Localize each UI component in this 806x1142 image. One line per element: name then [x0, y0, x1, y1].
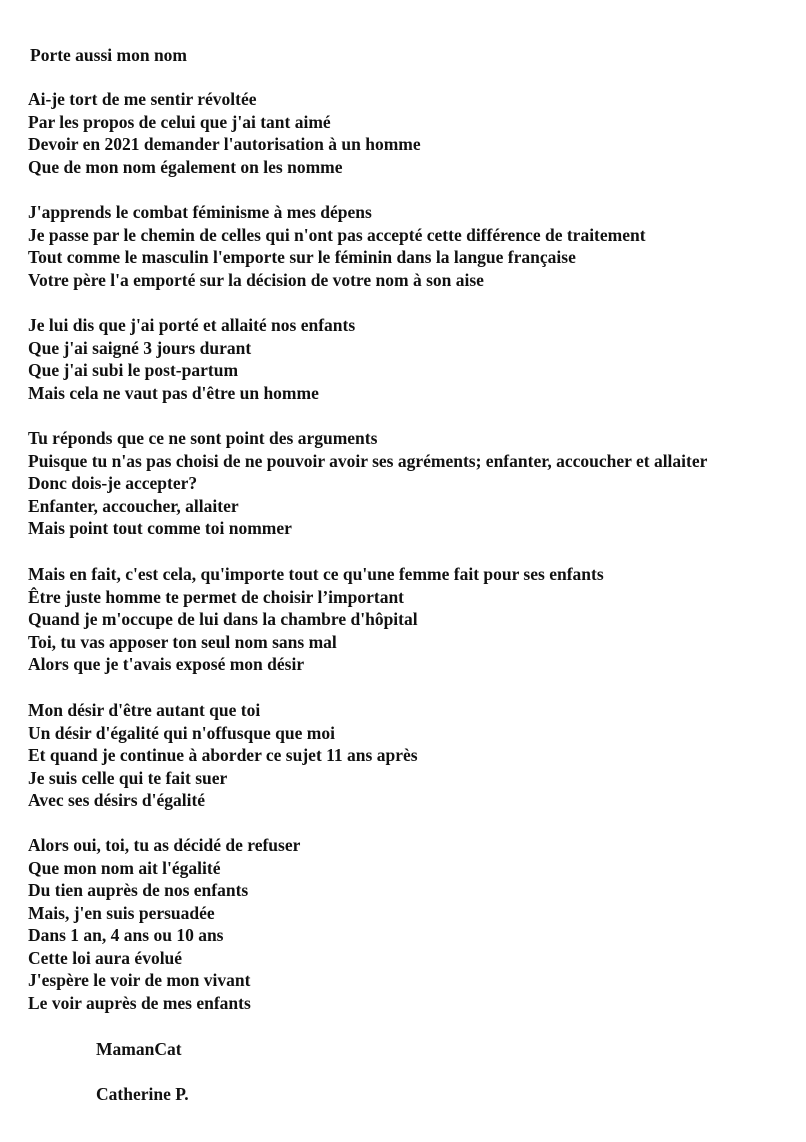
stanza-5: [28, 563, 604, 676]
poem-line: Mais point tout comme toi nommer: [28, 518, 292, 538]
poem-line: Par les propos de celui que j'ai tant aimé: [28, 111, 331, 132]
poem-line: Tout comme le masculin l'emporte sur le féminin dans la langue française: [28, 247, 576, 267]
poem-title: Porte aussi mon nom: [30, 45, 188, 65]
poem-line: Ai-je tort de me sentir révoltée: [28, 89, 257, 109]
stanza-4: [28, 427, 707, 540]
poem-line: Puisque tu n'as pas choisi de ne pouvoir avoir ses agréments; enfanter, accoucher et allaiter: [28, 450, 708, 471]
poem-line: Je lui dis que j'ai porté et allaité nos enfants: [28, 315, 356, 335]
poem-line: Devoir en 2021 demander l'autorisation à un homme: [28, 134, 421, 154]
poem-line: Donc dois-je accepter?: [28, 473, 198, 493]
poem-line: Tu réponds que ce ne sont point des arguments: [28, 428, 378, 448]
poem-line: Avec ses désirs d'égalité: [28, 790, 206, 810]
signature-name: Catherine P.: [96, 1084, 189, 1104]
poem-line: Votre père l'a emporté sur la décision de votre nom à son aise: [28, 269, 484, 290]
stanza-6: [28, 699, 418, 812]
poem-line: Un désir d'égalité qui n'offusque que moi: [28, 722, 335, 743]
poem-line: Enfanter, accoucher, allaiter: [28, 495, 239, 516]
poem-line: Mais cela ne vaut pas d'être un homme: [28, 382, 319, 403]
poem-line: Être juste homme te permet de choisir l’important: [28, 586, 405, 607]
poem-line: Du tien auprès de nos enfants: [28, 880, 249, 900]
stanza-2: [28, 201, 646, 291]
poem-line: J'espère le voir de mon vivant: [28, 970, 251, 990]
poem-line: Que j'ai saigné 3 jours durant: [28, 337, 252, 358]
poem-line: Cette loi aura évolué: [28, 947, 183, 968]
poem-line: Que j'ai subi le post-partum: [28, 360, 239, 380]
signature-pseudonym: MamanCat: [96, 1039, 182, 1059]
poem-line: Toi, tu vas apposer ton seul nom sans mal: [28, 631, 337, 652]
poem-line: J'apprends le combat féminisme à mes dépens: [28, 202, 372, 222]
poem-line: Mais, j'en suis persuadée: [28, 902, 215, 923]
poem-line: Que mon nom ait l'égalité: [28, 857, 221, 878]
stanza-7: [28, 834, 300, 1014]
stanza-3: [28, 314, 355, 404]
poem-line: Je suis celle qui te fait suer: [28, 767, 228, 788]
poem-line: Mais en fait, c'est cela, qu'importe tout ce qu'une femme fait pour ses enfants: [28, 564, 604, 584]
poem-line: Je passe par le chemin de celles qui n'ont pas accepté cette différence de traitement: [28, 224, 646, 245]
poem-line: Alors que je t'avais exposé mon désir: [28, 654, 305, 674]
poem-line: Mon désir d'être autant que toi: [28, 700, 261, 720]
poem-line: Dans 1 an, 4 ans ou 10 ans: [28, 925, 224, 945]
poem-line: Et quand je continue à aborder ce sujet 11 ans après: [28, 745, 418, 765]
poem-line: Quand je m'occupe de lui dans la chambre d'hôpital: [28, 609, 418, 629]
stanza-1: [28, 88, 421, 178]
poem-line: Le voir auprès de mes enfants: [28, 992, 251, 1013]
poem-line: Que de mon nom également on les nomme: [28, 156, 343, 177]
poem-line: Alors oui, toi, tu as décidé de refuser: [28, 835, 301, 855]
